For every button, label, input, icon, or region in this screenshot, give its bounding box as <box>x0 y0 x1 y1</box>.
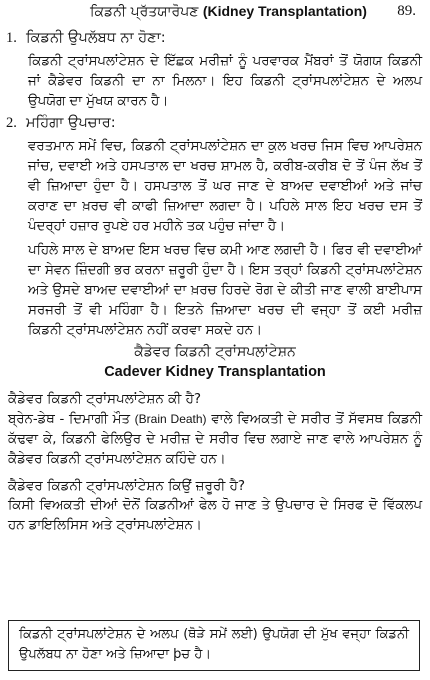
callout-box <box>8 620 420 671</box>
section-2-heading <box>6 115 430 135</box>
callout-text: ਕਿਡਨੀ ਟ੍ਰਾਂਸਪਲਾਂਟੇਸ਼ਨ ਦੇ ਅਲਪ (ਥੋੜੇ ਸਮੇਂ ਲਈ) ਉਪਯੋਗ ਦੀ ਮੁੱਖ ਵਜ੍ਹਾ ਕਿਡਨੀ ਉਪਲੱਬਧ ਨਾ ਹੋਣਾ ਅਤੇ ਜ਼ਿਆਦਾ þਚ ਹੈ। <box>19 627 409 662</box>
cadaver-heading-punjabi: ਕੈਡੇਵਰ ਕਿਡਨੀ ਟ੍ਰਾਂਸਪਲਾਂਟੇਸ਼ਨ <box>134 344 296 360</box>
question-2: ਕੈਡੇਵਰ ਕਿਡਨੀ ਟ੍ਰਾਂਸਪਲਾਂਟੇਸ਼ਨ ਕਿਉਂ ਜ਼ਰੂਰੀ ਹੈ? <box>8 478 246 494</box>
page-body <box>0 30 430 542</box>
answer-1-start: ਬ੍ਰੇਨ-ਡੇਥ - ਦਿਮਾਗੀ ਮੌਤ <box>8 412 130 427</box>
section-2-number: 2. <box>6 115 17 131</box>
answer-1-rest: ਵਾਲੇ ਵਿਅਕਤੀ ਦੇ ਸਰੀਰ ਤੋਂ ਸੱਵਸਥ ਕਿਡਨੀ ਕੱਢਵਾ ਕੇ, ਕਿਡਨੀ ਫੇਲਿਉਰ ਦੇ ਮਰੀਜ਼ ਦੇ ਸਰੀਰ ਵਿਚ ਲਗਾਏ ਜਾਣ ਵਾਲੇ ਆਪਰੇਸ਼ਨ ਨੂੰ ਕੈਡੇਵਰ ਕਿਡਨੀ ਟ੍ਰਾਂਸਪਲਾਂਟੇਸ਼ਨ ਕਹਿੰਦੇ ਹਨ। <box>8 412 422 467</box>
section-1-heading <box>6 30 430 50</box>
question-1: ਕੈਡੇਵਰ ਕਿਡਨੀ ਟ੍ਰਾਂਸਪਲਾਂਟੇਸ਼ਨ ਕੀ ਹੈ? <box>8 391 202 407</box>
answer-1 <box>8 409 422 470</box>
page-number: 89. <box>397 3 416 19</box>
section-2-title: ਮਹਿੰਗਾ ਉਪਚਾਰ: <box>26 115 116 131</box>
section-2-paragraph-2: ਪਹਿਲੇ ਸਾਲ ਦੇ ਬਾਅਦ ਇਸ ਖਰਚ ਵਿਚ ਕਮੀ ਆਣ ਲਗਦੀ ਹੈ। ਫਿਰ ਵੀ ਦਵਾਈਆਂ ਦਾ ਸੇਵਨ ਜ਼ਿੰਦਗੀ ਭਰ ਕਰਨਾ ਜ਼ਰੂਰੀ ਹੁੰਦਾ ਹੈ। ਇਸ ਤਰ੍ਹਾਂ ਕਿਡਨੀ ਟ੍ਰਾਂਸਪਲਾਂਟੇਸ਼ਨ ਅਤੇ ਉਸਦੇ ਬਾਅਦ ਦਵਾਈਆਂ ਦਾ ਖ਼ਰਚ ਹਿਰਦੇ ਰੋਗ ਦੇ ਕੀਤੀ ਜਾਣ ਵਾਲੀ ਬਾਈਪਾਸ ਸਰਜਰੀ ਤੋਂ ਵੀ ਮਹਿੰਗਾ ਹੈ। ਇਤਨੇ ਜ਼ਿਆਦਾ ਖਰਚ ਦੀ ਵਜ੍ਹਾ ਤੋਂ ਕਈ ਮਰੀਜ਼ ਕਿਡਨੀ ਟ੍ਰਾਂਸਪਲਾਂਟੇਸ਼ਨ ਨਹੀਂ ਕਰਵਾ ਸਕਦੇ ਹਨ। <box>28 243 422 338</box>
chapter-title-english: (Kidney Transplantation) <box>202 3 367 19</box>
chapter-title-punjabi: ਕਿਡਨੀ ਪ੍ਰੱਤਯਾਰੋਪਣ <box>90 4 199 20</box>
section-1-title: ਕਿਡਨੀ ਉਪਲੱਬਧ ਨਾ ਹੋਣਾ: <box>26 30 166 46</box>
cadaver-heading-english: Cadever Kidney Transplantation <box>104 364 326 380</box>
answer-2: ਕਿਸੀ ਵਿਅਕਤੀ ਦੀਆਂ ਦੋਨੋਂ ਕਿਡਨੀਆਂ ਫੇਲ ਹੋ ਜਾਣ ਤੇ ਉਪਚਾਰ ਦੇ ਸਿਰਫ ਦੋ ਵਿੱਕਲਪ ਹਨ ਡਾਇਲਿਸਿਸ ਅਤੇ ਟ੍ਰਾਂਸਪਲਾਂਟੇਸ਼ਨ। <box>8 498 422 533</box>
chapter-title <box>90 3 367 20</box>
running-header <box>0 3 430 25</box>
section-1-paragraph: ਕਿਡਨੀ ਟ੍ਰਾਂਸਪਲਾਂਟੇਸ਼ਨ ਦੇ ਇੱਛਕ ਮਰੀਜ਼ਾਂ ਨੂੰ ਪਰਵਾਰਕ ਮੈਂਬਰਾਂ ਤੋਂ ਯੋਗਯ ਕਿਡਨੀ ਜਾਂ ਕੈਡੇਵਰ ਕਿਡਨੀ ਦਾ ਨਾ ਮਿਲਨਾ। ਇਹ ਕਿਡਨੀ ਟ੍ਰਾਂਸਪਲਾਂਟੇਸ਼ਨ ਦੇ ਅਲਪ ਉਪਯੋਗ ਦਾ ਮੁੱਖਯ ਕਾਰਨ ਹੈ। <box>28 54 422 109</box>
section-1-number: 1. <box>6 30 17 46</box>
answer-1-english-term: (Brain Death) <box>134 412 207 426</box>
section-2-paragraph-1: ਵਰਤਮਾਨ ਸਮੇਂ ਵਿਚ, ਕਿਡਨੀ ਟ੍ਰਾਂਸਪਲਾਂਟੇਸ਼ਨ ਦਾ ਕੁਲ ਖਰਚ ਜਿਸ ਵਿਚ ਆਪਰੇਸ਼ਨ ਜਾਂਚ, ਦਵਾਈ ਅਤੇ ਹਸਪਤਾਲ ਦਾ ਖਰਚ ਸ਼ਾਮਲ ਹੈ, ਕਰੀਬ-ਕਰੀਬ ਦੋ ਤੋਂ ਪੰਜ ਲੱਖ ਤੋਂ ਵੀ ਜ਼ਿਆਦਾ ਹੁੰਦਾ ਹੈ। ਹਸਪਤਾਲ ਤੋਂ ਘਰ ਜਾਣ ਦੇ ਬਾਅਦ ਦਵਾਈਆਂ ਅਤੇ ਜਾਂਚ ਕਰਾਣ ਦਾ ਖ਼ਰਚ ਵੀ ਕਾਫੀ ਜ਼ਿਆਦਾ ਲਗਦਾ ਹੈ। ਪਹਿਲੇ ਸਾਲ ਇਹ ਖਰਚ ਦਸ ਤੋਂ ਪੰਦਰ੍ਹਾਂ ਹਜ਼ਾਰ ਰੁਪਏ ਹਰ ਮਹੀਨੇ ਤਕ ਪਹੁੰਚ ਜਾਂਦਾ ਹੈ। <box>28 139 422 234</box>
